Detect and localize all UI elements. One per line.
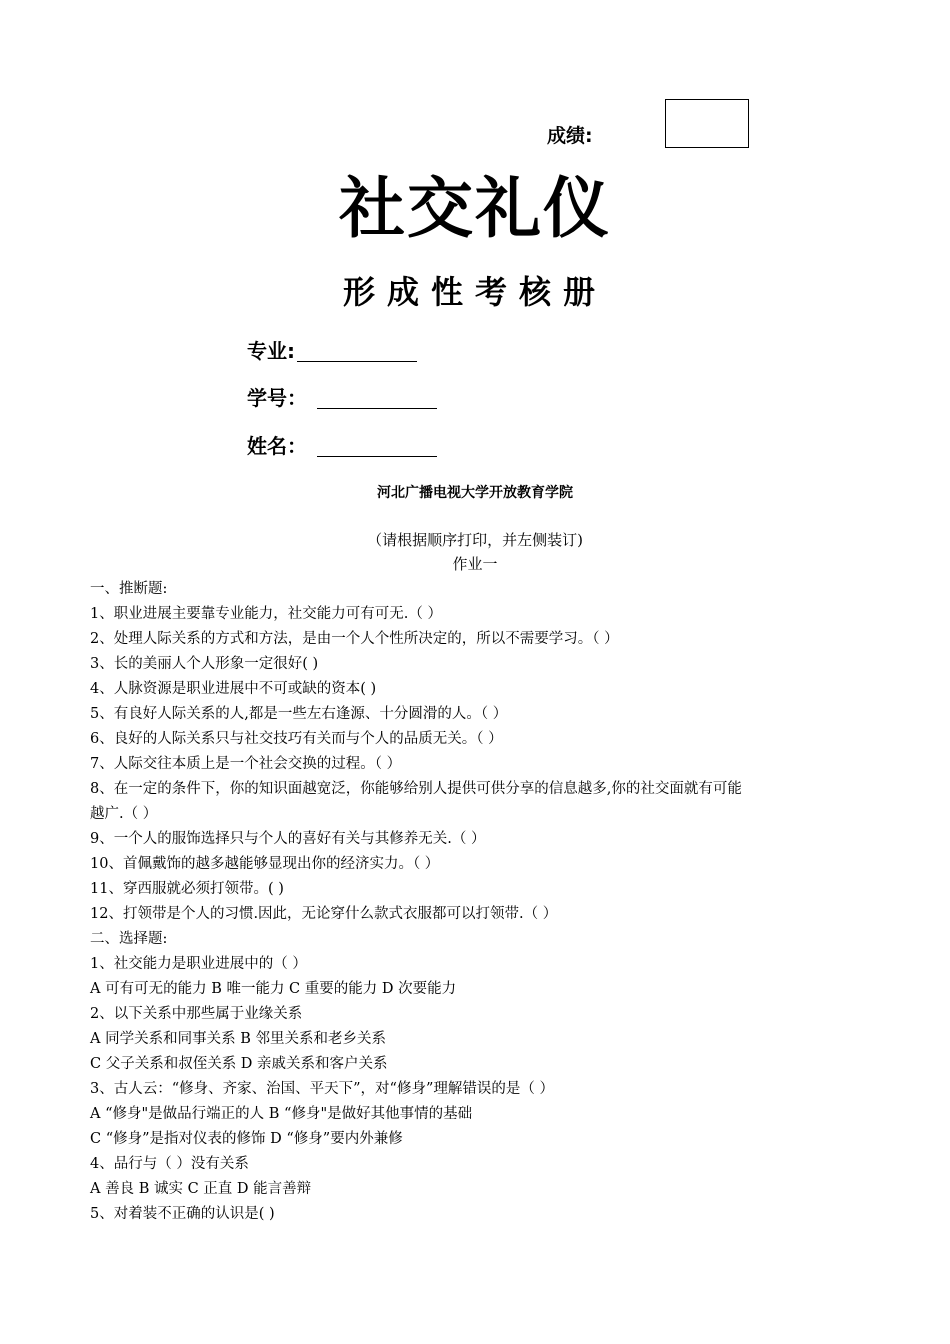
option-line: A 善良 B 诚实 C 正直 D 能言善辩 [90,1181,312,1197]
section-heading: 一、推断题: [90,581,168,597]
major-label: 专业: [247,339,295,363]
name-field [247,432,437,460]
option-line: A 可有可无的能力 B 唯一能力 C 重要的能力 D 次要能力 [90,981,457,997]
option-line: A “修身"是做品行端正的人 B “修身"是做好其他事情的基础 [90,1106,473,1122]
question-line: 8、在一定的条件下，你的知识面越宽泛，你能够给别人提供可供分享的信息越多,你的社交面就有可能 [90,781,742,797]
question-line: 5、有良好人际关系的人,都是一些左右逢源、十分圆滑的人。（ ） [90,706,508,722]
name-blank[interactable] [317,436,437,457]
question-line: 9、一个人的服饰选择只与个人的喜好有关与其修养无关.（ ） [90,831,486,847]
question-line: 4、品行与（ ）没有关系 [90,1156,249,1172]
section-heading: 二、选择题: [90,931,168,947]
school-name: 河北广播电视大学开放教育学院 [377,485,573,501]
print-note: （请根据顺序打印，并左侧装订) [367,531,583,549]
question-line: 3、长的美丽人个人形象一定很好( ) [90,656,319,672]
question-line: 1、社交能力是职业进展中的（ ） [90,956,307,972]
option-line: C “修身”是指对仪表的修饰 D “修身”要内外兼修 [90,1131,403,1147]
student-id-field [247,384,437,412]
question-line: 7、人际交往本质上是一个社会交换的过程。（ ） [90,756,402,772]
question-line: 1、职业进展主要靠专业能力，社交能力可有可无.（ ） [90,606,442,622]
question-line: 6、良好的人际关系只与社交技巧有关而与个人的品质无关。（ ） [90,731,503,747]
score-label: 成绩: [547,125,593,147]
question-line: 12、打领带是个人的习惯.因此，无论穿什么款式衣服都可以打领带.（ ） [90,906,558,922]
question-line: 2、以下关系中那些属于业缘关系 [90,1006,303,1022]
question-line: 3、古人云：“修身、齐家、治国、平天下”，对“修身”理解错误的是（ ） [90,1081,554,1097]
option-line: A 同学关系和同事关系 B 邻里关系和老乡关系 [90,1031,386,1047]
assignment-title: 作业一 [452,555,498,573]
question-line: 越广.（ ） [90,806,158,822]
document-subtitle: 形成性考核册 [342,273,607,311]
question-line: 11、穿西服就必须打领带。( ) [90,881,284,897]
name-label: 姓名： [247,434,307,458]
question-line: 2、处理人际关系的方式和方法，是由一个人个性所决定的，所以不需要学习。（ ） [90,631,619,647]
major-field [247,337,417,365]
question-body [90,577,865,1227]
question-line: 4、人脉资源是职业进展中不可或缺的资本( ) [90,681,377,697]
question-line: 5、对着装不正确的认识是( ) [90,1206,275,1222]
student-id-blank[interactable] [317,388,437,409]
document-title: 社交礼仪 [339,169,611,247]
option-line: C 父子关系和叔侄关系 D 亲戚关系和客户关系 [90,1056,388,1072]
student-id-label: 学号： [247,386,307,410]
score-box[interactable] [665,99,749,148]
major-blank[interactable] [297,341,417,362]
question-line: 10、首佩戴饰的越多越能够显现出你的经济实力。（ ） [90,856,440,872]
